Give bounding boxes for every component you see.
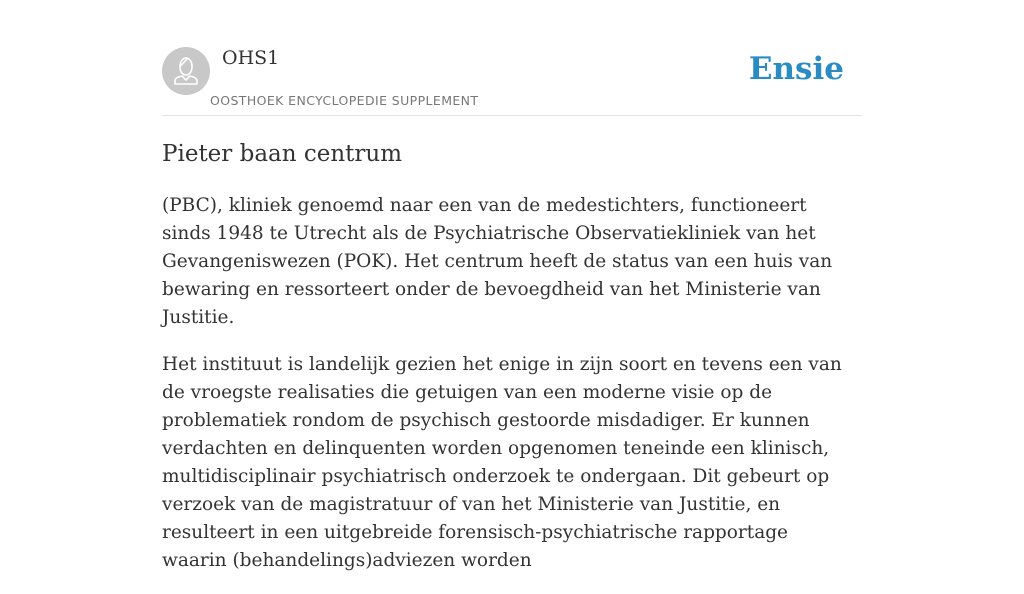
article-paragraph: Het instituut is landelijk gezien het enige in zijn soort en tevens een van de vroegste realisaties die getuigen van een moderne visie op de problematiek rondom de psychisch gestoorde misdadiger. Er kunnen verdachten en delinquenten worden opgenomen teneinde een klinisch, multidisciplinair psychiatrisch onderzoek te ondergaan. Dit gebeurt op verzoek van de magistratuur of van het Ministerie van Justitie, en resulteert in een uitgebreide forensisch-psychiatrische rapportage waarin (behandelings)adviezen worden: [162, 354, 842, 571]
avatar[interactable]: [162, 47, 210, 95]
article-header: [162, 0, 862, 116]
article-title: Pieter baan centrum: [162, 141, 403, 167]
article-body: [162, 192, 852, 594]
article-paragraph: (PBC), kliniek genoemd naar een van de medestichters, functioneert sinds 1948 te Utrecht als de Psychiatrische Observatiekliniek van het Gevangeniswezen (POK). Het centrum heeft de status van een huis van bewaring en ressorteert onder de bevoegdheid van het Ministerie van Justitie.: [162, 195, 833, 328]
source-name[interactable]: OOSTHOEK ENCYCLOPEDIE SUPPLEMENT: [210, 93, 479, 108]
user-icon: [162, 47, 210, 95]
author-name[interactable]: OHS1: [222, 47, 280, 69]
ensie-logo[interactable]: Ensie: [748, 51, 844, 87]
